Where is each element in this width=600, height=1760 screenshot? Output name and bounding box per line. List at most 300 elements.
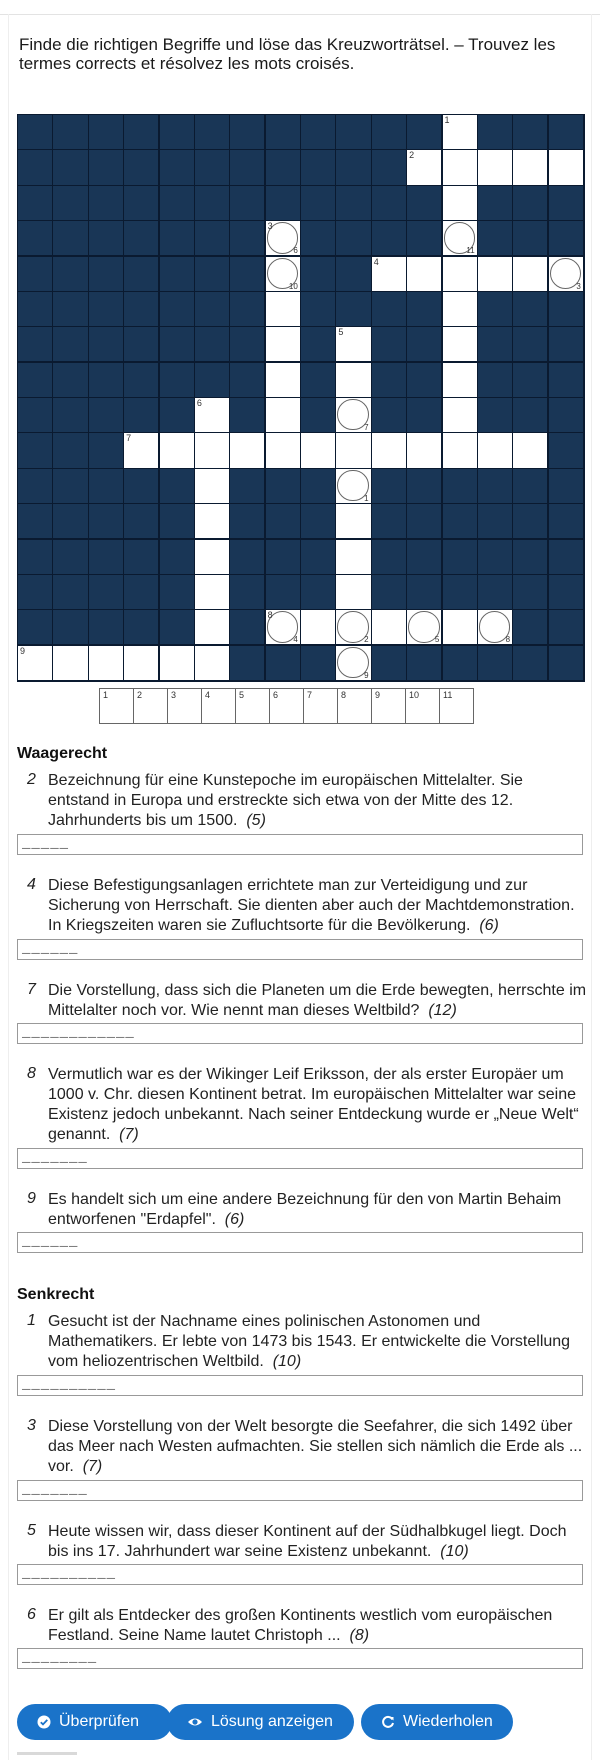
grid-cell[interactable]: [372, 433, 406, 467]
grid-block: [513, 186, 547, 220]
grid-block: [266, 186, 300, 220]
solution-letter-index: 5: [434, 635, 440, 645]
grid-block: [478, 221, 512, 255]
grid-block: [18, 115, 52, 149]
grid-block: [89, 257, 123, 291]
grid-block: [53, 575, 87, 609]
grid-block: [549, 610, 583, 644]
grid-block: [372, 504, 406, 538]
grid-block: [301, 292, 335, 326]
grid-block: [124, 469, 158, 503]
grid-block: [89, 186, 123, 220]
clue-text: Es handelt sich um eine andere Bezeichnung für den von Martin Behaim entworfenen "Erdapfel".: [48, 1191, 562, 1228]
grid-block: [478, 115, 512, 149]
clue-number: 4: [27, 876, 36, 893]
grid-block: [160, 327, 194, 361]
grid-block: [478, 469, 512, 503]
grid-cell[interactable]: [549, 257, 583, 291]
grid-cell[interactable]: [266, 398, 300, 432]
grid-block: [301, 469, 335, 503]
clue-start-number: 6: [196, 398, 202, 408]
answer-input-down-3[interactable]: _______: [17, 1480, 583, 1501]
clue-length: (12): [428, 1002, 457, 1019]
grid-cell[interactable]: [336, 398, 370, 432]
grid-block: [195, 186, 229, 220]
grid-block: [513, 363, 547, 397]
answer-input-down-1[interactable]: __________: [17, 1375, 583, 1396]
grid-block: [18, 540, 52, 574]
grid-cell[interactable]: [336, 504, 370, 538]
clue-start-number: 8: [267, 610, 273, 621]
clue-start-number: 1: [444, 115, 450, 125]
grid-cell[interactable]: [407, 150, 441, 184]
grid-block: [230, 504, 264, 538]
grid-block: [230, 540, 264, 574]
solution-letter-index: 11: [466, 246, 475, 256]
grid-block: [549, 469, 583, 503]
grid-block: [549, 433, 583, 467]
grid-cell[interactable]: [336, 540, 370, 574]
clue-length: (8): [349, 1627, 370, 1644]
solution-box: [235, 688, 270, 724]
grid-cell[interactable]: [195, 575, 229, 609]
grid-cell[interactable]: [301, 610, 335, 644]
grid-cell[interactable]: [160, 646, 194, 680]
crossword-grid: [17, 114, 585, 682]
show-solution-button-label: Lösung anzeigen: [211, 1713, 333, 1730]
grid-block: [372, 363, 406, 397]
clue-start-number: 5: [338, 327, 344, 338]
grid-block: [53, 469, 87, 503]
solution-box-number: 6: [273, 690, 279, 700]
grid-cell[interactable]: [266, 221, 300, 255]
grid-cell[interactable]: [195, 610, 229, 644]
grid-cell[interactable]: [443, 221, 477, 255]
answer-input-across-8[interactable]: _______: [17, 1148, 583, 1169]
grid-cell[interactable]: [478, 150, 512, 184]
clue-start-number: 7: [126, 433, 132, 444]
clue-number: 2: [27, 771, 36, 788]
grid-block: [160, 257, 194, 291]
retry-button[interactable]: [361, 1704, 513, 1740]
show-solution-button[interactable]: [167, 1704, 354, 1740]
grid-cell[interactable]: [443, 186, 477, 220]
grid-cell[interactable]: [336, 327, 370, 361]
grid-block: [18, 327, 52, 361]
solution-box-number: 4: [205, 690, 211, 700]
top-divider: [0, 14, 600, 15]
grid-block: [513, 646, 547, 680]
grid-block: [407, 540, 441, 574]
clue-text: Gesucht ist der Nachname eines polinischen Astonomen und Mathematikers. Er lebte von 1473 bis 1543. Er entwickelte die Vorstellung vom heliozentrischen Weltbild.: [48, 1313, 571, 1370]
solution-box: [405, 688, 440, 724]
grid-block: [18, 186, 52, 220]
grid-block: [407, 115, 441, 149]
grid-block: [230, 186, 264, 220]
grid-block: [124, 540, 158, 574]
solution-box-number: 1: [103, 690, 109, 700]
grid-block: [513, 398, 547, 432]
grid-cell[interactable]: [195, 433, 229, 467]
grid-block: [336, 257, 370, 291]
grid-cell[interactable]: [443, 610, 477, 644]
grid-block: [230, 469, 264, 503]
grid-block: [549, 646, 583, 680]
grid-block: [89, 469, 123, 503]
down-heading: Senkrecht: [17, 1286, 95, 1303]
clue-length: (10): [272, 1353, 302, 1370]
grid-block: [301, 327, 335, 361]
retry-button-label: Wiederholen: [403, 1713, 493, 1730]
clue-start-number: 9: [20, 645, 26, 656]
grid-block: [372, 575, 406, 609]
grid-block: [195, 150, 229, 184]
grid-block: [89, 433, 123, 467]
solution-box: [99, 688, 134, 724]
grid-block: [160, 398, 194, 432]
solution-box: [269, 688, 304, 724]
grid-block: [407, 398, 441, 432]
grid-block: [230, 221, 264, 255]
grid-cell[interactable]: [301, 433, 335, 467]
solution-box-number: 5: [239, 690, 245, 700]
grid-block: [549, 363, 583, 397]
clue-text: Diese Vorstellung von der Welt besorgte die Seefahrer, die sich 1492 über das Meer nach Westen aufmachten. Sie stellen sich nämlich die Erde als ... vor.: [48, 1418, 583, 1475]
grid-cell[interactable]: [336, 646, 370, 680]
grid-cell[interactable]: [266, 433, 300, 467]
grid-block: [18, 610, 52, 644]
solution-letter-index: 8: [505, 635, 511, 645]
grid-block: [478, 646, 512, 680]
grid-block: [89, 610, 123, 644]
grid-block: [89, 398, 123, 432]
solution-box: [201, 688, 236, 724]
grid-block: [301, 646, 335, 680]
grid-cell[interactable]: [336, 575, 370, 609]
grid-block: [443, 575, 477, 609]
answer-input-across-7[interactable]: ____________: [17, 1023, 583, 1044]
grid-block: [513, 469, 547, 503]
solution-letter-index: 1: [364, 493, 369, 503]
grid-block: [160, 115, 194, 149]
grid-block: [124, 292, 158, 326]
grid-block: [230, 646, 264, 680]
answer-input-across-9[interactable]: ______: [17, 1232, 583, 1253]
grid-cell[interactable]: [266, 292, 300, 326]
solution-letter-index: 6: [293, 246, 298, 256]
grid-block: [478, 504, 512, 538]
grid-block: [513, 610, 547, 644]
grid-block: [195, 363, 229, 397]
grid-cell[interactable]: [336, 610, 370, 644]
grid-cell[interactable]: [407, 257, 441, 291]
grid-cell[interactable]: [124, 646, 158, 680]
grid-cell[interactable]: [160, 433, 194, 467]
solution-box-number: 8: [341, 690, 347, 700]
grid-cell[interactable]: [478, 433, 512, 467]
grid-cell[interactable]: [478, 257, 512, 291]
grid-block: [549, 221, 583, 255]
grid-block: [89, 150, 123, 184]
answer-input-down-6[interactable]: ________: [17, 1648, 583, 1669]
solution-letter-index: 3: [576, 281, 581, 291]
grid-block: [301, 363, 335, 397]
grid-block: [478, 292, 512, 326]
grid-cell[interactable]: [266, 363, 300, 397]
grid-block: [230, 115, 264, 149]
grid-block: [478, 540, 512, 574]
grid-cell[interactable]: [443, 115, 477, 149]
grid-block: [513, 292, 547, 326]
grid-block: [230, 575, 264, 609]
grid-cell[interactable]: [336, 433, 370, 467]
grid-block: [53, 292, 87, 326]
grid-cell[interactable]: [266, 327, 300, 361]
clue-length: (7): [82, 1458, 103, 1475]
grid-cell[interactable]: [549, 150, 583, 184]
grid-cell[interactable]: [407, 433, 441, 467]
grid-block: [160, 363, 194, 397]
grid-block: [478, 186, 512, 220]
grid-cell[interactable]: [513, 150, 547, 184]
grid-block: [230, 292, 264, 326]
check-circle-icon: [37, 1715, 51, 1729]
grid-block: [301, 257, 335, 291]
grid-block: [513, 221, 547, 255]
grid-block: [18, 398, 52, 432]
grid-block: [443, 540, 477, 574]
grid-block: [443, 646, 477, 680]
grid-block: [160, 221, 194, 255]
frame-left: [8, 14, 9, 1760]
grid-block: [336, 292, 370, 326]
grid-cell[interactable]: [195, 540, 229, 574]
solution-letter-index: 4: [293, 635, 298, 645]
grid-block: [89, 292, 123, 326]
grid-block: [336, 221, 370, 255]
solution-letter-index: 9: [364, 670, 369, 680]
answer-input-across-4[interactable]: ______: [17, 939, 583, 960]
grid-block: [124, 186, 158, 220]
grid-block: [160, 150, 194, 184]
grid-cell[interactable]: [407, 610, 441, 644]
grid-block: [372, 115, 406, 149]
grid-block: [549, 186, 583, 220]
grid-cell[interactable]: [443, 150, 477, 184]
grid-block: [53, 186, 87, 220]
grid-block: [372, 327, 406, 361]
grid-block: [18, 575, 52, 609]
grid-block: [230, 257, 264, 291]
grid-block: [478, 398, 512, 432]
frame-right: [591, 14, 592, 1760]
solution-box: [371, 688, 406, 724]
grid-block: [266, 469, 300, 503]
grid-block: [266, 540, 300, 574]
grid-cell[interactable]: [266, 610, 300, 644]
grid-block: [18, 504, 52, 538]
solution-word-boxes: [99, 688, 473, 724]
grid-cell[interactable]: [513, 433, 547, 467]
grid-cell[interactable]: [478, 610, 512, 644]
check-button[interactable]: [17, 1704, 172, 1740]
clue-start-number: 2: [409, 150, 415, 161]
clue-text: Heute wissen wir, dass dieser Kontinent auf der Südhalbkugel liegt. Doch bis ins 17. Jahrhundert war seine Existenz unbekannt.: [48, 1523, 567, 1560]
grid-block: [195, 292, 229, 326]
grid-cell[interactable]: [195, 646, 229, 680]
grid-block: [372, 646, 406, 680]
grid-block: [53, 221, 87, 255]
grid-block: [372, 292, 406, 326]
grid-block: [513, 504, 547, 538]
grid-block: [124, 575, 158, 609]
clue-length: (5): [246, 812, 266, 829]
clue-start-number: 3: [267, 221, 273, 232]
grid-block: [160, 610, 194, 644]
grid-block: [549, 398, 583, 432]
grid-block: [549, 115, 583, 149]
clue-number: 8: [27, 1065, 36, 1082]
grid-block: [301, 221, 335, 255]
grid-cell[interactable]: [443, 398, 477, 432]
grid-block: [89, 363, 123, 397]
grid-block: [89, 115, 123, 149]
solution-box-number: 9: [375, 690, 381, 700]
grid-block: [230, 610, 264, 644]
grid-block: [230, 150, 264, 184]
grid-cell[interactable]: [336, 469, 370, 503]
grid-block: [266, 115, 300, 149]
grid-block: [89, 504, 123, 538]
grid-cell[interactable]: [443, 363, 477, 397]
grid-block: [549, 575, 583, 609]
grid-block: [124, 610, 158, 644]
grid-block: [53, 433, 87, 467]
answer-input-down-5[interactable]: __________: [17, 1564, 583, 1585]
grid-cell[interactable]: [195, 504, 229, 538]
grid-block: [301, 115, 335, 149]
grid-block: [407, 327, 441, 361]
redo-icon: [381, 1715, 395, 1729]
grid-cell[interactable]: [443, 433, 477, 467]
grid-block: [513, 540, 547, 574]
grid-block: [53, 327, 87, 361]
grid-block: [301, 504, 335, 538]
eye-icon: [187, 1715, 203, 1729]
clue-number: 5: [27, 1522, 36, 1539]
clue-text: Vermutlich war es der Wikinger Leif Eriksson, der als erster Europäer um 1000 v. Chr. diesen Kontinent betrat. Im europäischen Mittelalter war seine Existenz jedoch unbekannt. Nach seiner Entdeckung wurde er „Neue Welt“ genannt.: [48, 1066, 579, 1143]
grid-block: [549, 292, 583, 326]
solution-box: [167, 688, 202, 724]
grid-block: [18, 257, 52, 291]
grid-cell[interactable]: [336, 363, 370, 397]
grid-block: [53, 398, 87, 432]
clue-number: 6: [27, 1606, 36, 1623]
grid-block: [443, 504, 477, 538]
grid-cell[interactable]: [513, 257, 547, 291]
grid-block: [407, 504, 441, 538]
grid-cell[interactable]: [18, 646, 52, 680]
clue-length: (6): [479, 917, 499, 934]
clue-text: Bezeichnung für eine Kunstepoche im europäischen Mittelalter. Sie entstand in Europa und erstreckte sich etwa von der Mitte des 12. Jahrhunderts bis um 1500.: [48, 772, 523, 829]
grid-block: [372, 221, 406, 255]
grid-cell[interactable]: [124, 433, 158, 467]
grid-block: [53, 504, 87, 538]
grid-block: [266, 504, 300, 538]
grid-block: [549, 327, 583, 361]
grid-block: [124, 115, 158, 149]
grid-block: [443, 469, 477, 503]
grid-block: [124, 221, 158, 255]
grid-block: [124, 363, 158, 397]
solution-box-number: 10: [409, 690, 420, 700]
solution-box-number: 2: [137, 690, 143, 700]
grid-block: [301, 575, 335, 609]
grid-block: [18, 221, 52, 255]
grid-block: [160, 504, 194, 538]
grid-cell[interactable]: [443, 327, 477, 361]
grid-block: [266, 646, 300, 680]
grid-block: [160, 469, 194, 503]
clue-number: 1: [27, 1312, 36, 1329]
grid-block: [301, 186, 335, 220]
clue-number: 7: [27, 981, 36, 998]
grid-block: [160, 292, 194, 326]
grid-block: [89, 575, 123, 609]
instructions-text: Finde die richtigen Begriffe und löse das Kreuzworträtsel. – Trouvez les termes corrects et résolvez les mots croisés.: [19, 35, 556, 73]
solution-letter-index: 7: [364, 423, 369, 433]
grid-block: [53, 363, 87, 397]
grid-block: [124, 257, 158, 291]
grid-block: [513, 115, 547, 149]
grid-block: [372, 540, 406, 574]
grid-block: [407, 469, 441, 503]
solution-letter-index: 2: [364, 635, 369, 645]
grid-block: [124, 398, 158, 432]
grid-cell[interactable]: [53, 646, 87, 680]
grid-block: [124, 150, 158, 184]
clue-text: Die Vorstellung, dass sich die Planeten um die Erde bewegten, herrschte im Mittelalter noch vor. Wie nennt man dieses Weltbild?: [48, 982, 587, 1019]
grid-cell[interactable]: [443, 257, 477, 291]
solution-box-number: 7: [307, 690, 313, 700]
grid-block: [266, 150, 300, 184]
grid-cell[interactable]: [195, 398, 229, 432]
grid-cell[interactable]: [372, 610, 406, 644]
solution-box-number: 3: [171, 690, 177, 700]
answer-input-across-2[interactable]: _____: [17, 834, 583, 855]
grid-block: [18, 469, 52, 503]
grid-block: [301, 150, 335, 184]
grid-block: [549, 504, 583, 538]
grid-cell[interactable]: [443, 292, 477, 326]
grid-cell[interactable]: [195, 469, 229, 503]
solution-box: [133, 688, 168, 724]
grid-block: [124, 327, 158, 361]
grid-block: [195, 257, 229, 291]
grid-block: [160, 186, 194, 220]
grid-cell[interactable]: [266, 257, 300, 291]
grid-cell[interactable]: [372, 257, 406, 291]
grid-cell[interactable]: [89, 646, 123, 680]
grid-block: [478, 363, 512, 397]
grid-block: [513, 575, 547, 609]
grid-block: [407, 186, 441, 220]
grid-block: [407, 221, 441, 255]
grid-block: [372, 186, 406, 220]
footer-divider: [17, 1752, 77, 1755]
grid-block: [301, 398, 335, 432]
grid-cell[interactable]: [230, 433, 264, 467]
